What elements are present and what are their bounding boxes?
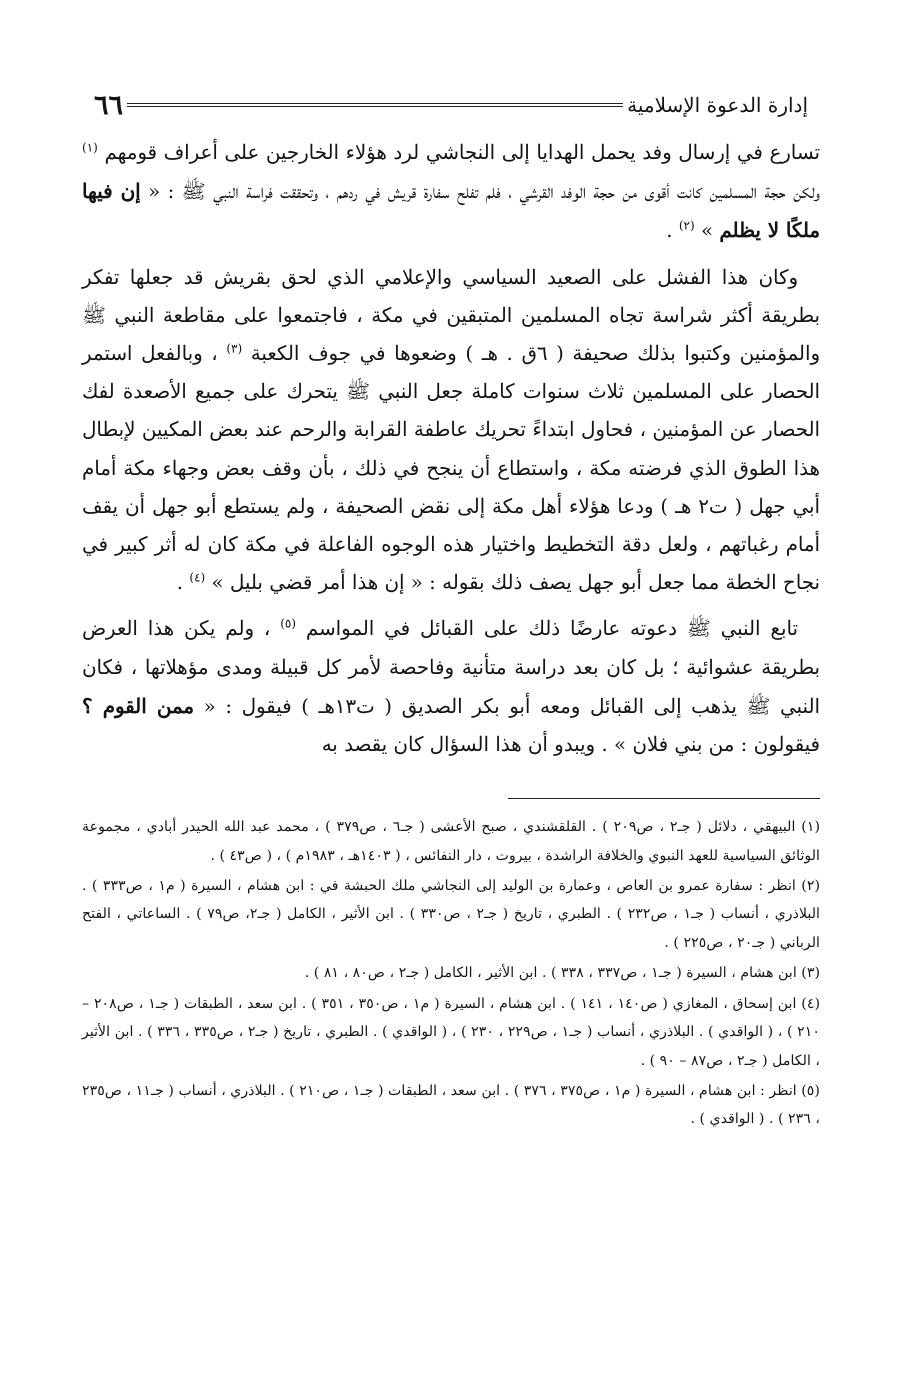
footnote-ref-4: (٤) (189, 570, 206, 585)
footnote-separator (508, 798, 820, 799)
paragraph-3-text: تابع النبي ﷺ دعوته عارضًا ذلك على القبائل في المواسم (305, 617, 798, 641)
main-text (82, 134, 820, 764)
paragraph-3 (82, 610, 820, 764)
footnote-4: (٤) ابن إسحاق ، المغازي ( ص١٤٠ ، ١٤١ ) . ابن هشام ، السيرة ( م١ ، ص٣٥٠ ، ٣٥١ ) . ابن سعد ، الطبقات ( جـ١ ، ص٢٠٨ – ٢١٠ ) ، ( الواقدي ) . البلاذري ، أنساب ( جـ١ ، ص٢٢٩ ، ٢٣٠ ) ، ( الواقدي ) . الطبري ، تاريخ ( جـ٢ ، ص٣٣٥ ، ٣٣٦ ) . ابن الأثير ، الكامل ( جـ٢ ، ص٨٧ – ٩٠ ) . (82, 995, 820, 1069)
quoted-question: ممن القوم ؟ (82, 693, 194, 718)
footnote-ref-1: (١) (82, 140, 98, 155)
footnote-5: (٥) انظر : ابن هشام ، السيرة ( م١ ، ص٣٧٥ ، ٣٧٦ ) . ابن سعد ، الطبقات ( جـ١ ، ص٢١٠ ) . البلاذري ، أنساب ( جـ١١ ، ص٢٣٥ ، ٢٣٦ ) . ( الواقدي ) . (82, 1082, 820, 1128)
footnote-ref-5: (٥) (280, 616, 297, 631)
paragraph-1 (82, 134, 820, 251)
paragraph-2-text-b: ، وبالفعل استمر الحصار على المسلمين ثلاث سنوات كاملة جعل النبي ﷺ يتحرك على جميع الأصعدة لفك الحصار عن المؤمنين ، فحاول ابتداءً تحريك عاطفة القرابة والرحم عند بعض المكيين لإبطال هذا الطوق الذي فرضته مكة ، واستطاع أن ينجح في ذلك ، بأن وقف بعض وجهاء مكة أمام أبي جهل ( ت٢ هـ ) ودعا هؤلاء أهل مكة إلى نقض الصحيفة ، ولم يستطع أبو جهل أن يقف أمام رغباتهم ، ولعل دقة التخطيط واختيار هذه الوجوه الفاعلة في مكة كان له أثر كبير في نجاح الخطة مما جعل أبو جهل يصف ذلك بقوله : « إن هذا أمر قضي بليل » (82, 342, 820, 595)
page-header (82, 86, 820, 124)
period: . (176, 571, 184, 595)
footnotes (82, 813, 820, 1133)
footnote-1: (١) البيهقي ، دلائل ( جـ٢ ، ص٢٠٩ ) . القلقشندي ، صبح الأعشى ( جـ٦ ، ص٣٧٩ ) ، محمد عبد الله الحيدر أبادي ، مجموعة الوثائق السياسية للعهد النبوي والخلافة الراشدة ، بيروت ، دار النفائس ، ( ١٤٠٣هـ ، ١٩٨٣م ) ، ( ص٤٣ ) . (82, 819, 820, 864)
paragraph-1-text-b: ولكن حجة المسلمين كانت أقوى من حجة الوفد القرشي ، فلم تفلح سفارة قريش في ردهم ، وتحققت فراسة النبي ﷺ : « (148, 180, 821, 204)
paragraph-2-text: وكان هذا الفشل على الصعيد السياسي والإعلامي الذي لحق بقريش قد جعلها تفكر بطريقة أكثر شراسة تجاه المسلمين المتبقين في مكة ، فاجتمعوا على مقاطعة النبي ﷺ والمؤمنين وكتبوا بذلك صحيفة ( ٦ق . هـ ) وضعوها في جوف الكعبة (82, 265, 820, 366)
period: . (666, 219, 673, 243)
footnote-2: (٢) انظر : سفارة عمرو بن العاص ، وعمارة بن الوليد إلى النجاشي ملك الحبشة في : ابن هشام ، السيرة ( م١ ، ص٣٣٣ ) . البلاذري ، أنساب ( جـ١ ، ص٢٣٢ ) . الطبري ، تاريخ ( جـ٢ ، ص٣٣٠ ) . ابن الأثير ، الكامل ( جـ٢، ص٧٩ ) . الساعاتي ، الفتح الرباني ( جـ٢٠ ، ص٢٢٥ ) . (82, 878, 820, 951)
paragraph-3-text-b: ، ولم يكن هذا العرض بطريقة عشوائية ؛ بل كان بعد دراسة متأنية وفاحصة لأمر كل قبيلة ومدى مؤهلاتها ، فكان النبي ﷺ يذهب إلى القبائل ومعه أبو بكر الصديق ( ت١٣هـ ) فيقول : « (82, 617, 820, 718)
footnote-ref-3: (٣) (226, 341, 243, 356)
running-title: إدارة الدعوة الإسلامية (627, 93, 808, 117)
page-number: ٦٦ (94, 89, 124, 121)
footnote-ref-2: (٢) (678, 218, 695, 233)
footnote-separator-wrap (82, 772, 820, 799)
book-page (82, 86, 820, 1376)
paragraph-2 (82, 259, 820, 603)
paragraph-3-text-c: فيقولون : من بني فلان » . ويبدو أن هذا السؤال كان يقصد به (321, 733, 820, 757)
hadith-quote: إن فيها ملكًا لا يظلم (82, 179, 820, 243)
quote-close: » (700, 219, 714, 243)
footnote-3: (٣) ابن هشام ، السيرة ( جـ١ ، ص٣٣٧ ، ٣٣٨ ) . ابن الأثير ، الكامل ( جـ٢ ، ص٨٠ ، ٨١ ) . (304, 965, 820, 982)
paragraph-1-text: تسارع في إرسال وفد يحمل الهدايا إلى النجاشي لرد هؤلاء الخارجين على أعراف قومهم (104, 141, 820, 164)
header-double-rule (127, 103, 623, 107)
